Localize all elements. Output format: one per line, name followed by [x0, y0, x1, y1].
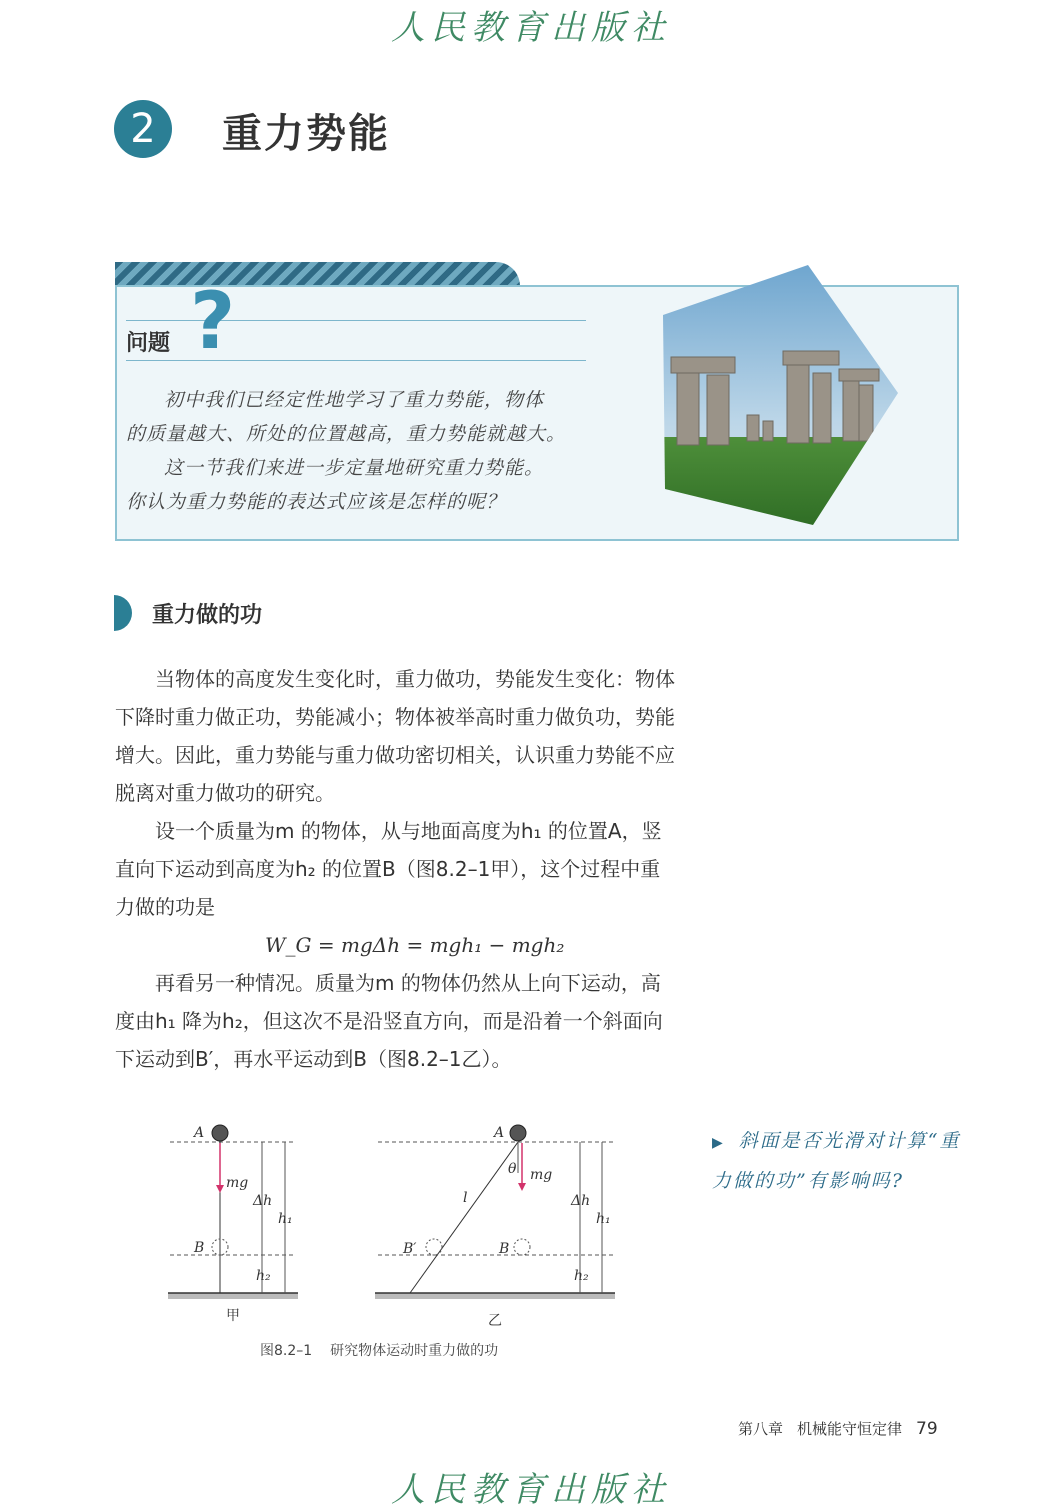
figure-caption: [260, 1340, 498, 1360]
paragraph: 设一个质量为m 的物体，从与地面高度为h₁ 的位置A，竖直向下运动到高度为h₂ 的位置B（图8.2–1甲），这个过程中重力做的功是: [115, 819, 662, 919]
page-number: 79: [916, 1419, 938, 1439]
label-h1: h₁: [278, 1211, 293, 1227]
label-l: l: [463, 1190, 468, 1206]
question-line: 的质量越大、所处的位置越高，重力势能就越大。: [126, 423, 567, 445]
publisher-logo-top: 人民教育出版社: [391, 8, 671, 48]
section-number-badge: 2: [114, 100, 172, 158]
label-h2: h₂: [574, 1268, 589, 1284]
section-title: 重力势能: [222, 111, 390, 157]
page-footer: [738, 1418, 938, 1439]
publisher-logo-bottom: 人民教育出版社: [391, 1470, 671, 1510]
figure-right: [375, 1125, 615, 1329]
stonehenge-photo: [663, 265, 903, 527]
sub-label-jia: 甲: [226, 1308, 240, 1324]
side-note: [712, 1122, 972, 1200]
subsection-marker: [114, 595, 132, 631]
paragraph: 当物体的高度发生变化时，重力做功，势能发生变化：物体下降时重力做正功，势能减小；物体被举高时重力做负功，势能增大。因此，重力势能与重力做功密切相关，认识重力势能不应脱离对重力做功的研究。: [115, 667, 675, 805]
figure-caption-text: 研究物体运动时重力做的功: [330, 1343, 499, 1359]
label-h2: h₂: [256, 1268, 271, 1284]
figure-left: [168, 1125, 298, 1324]
footer-chapter: 第八章: [738, 1420, 784, 1438]
body-text: [115, 660, 675, 1078]
question-box-band: [115, 262, 520, 286]
footer-chapter-title: 机械能守恒定律: [797, 1420, 903, 1438]
figure-caption-number: 图8.2–1: [260, 1343, 313, 1359]
question-mark-icon: ?: [190, 277, 236, 367]
question-line: 你认为重力势能的表达式应该是怎样的呢？: [126, 491, 507, 513]
label-A: A: [194, 1125, 205, 1141]
triangle-marker-icon: ▶: [712, 1135, 725, 1151]
label-B: B: [194, 1240, 205, 1256]
side-note-text: 斜面是否光滑对计算“重力做的功”有影响吗?: [712, 1130, 961, 1192]
label-A: A: [494, 1125, 505, 1141]
sub-label-yi: 乙: [488, 1313, 502, 1329]
paragraph: 再看另一种情况。质量为m 的物体仍然从上向下运动，高度由h₁ 降为h₂，但这次不是沿竖直方向，而是沿着一个斜面向下运动到B′，再水平运动到B（图8.2–1乙）。: [115, 971, 663, 1071]
work-formula: W_G = mgΔh = mgh₁ − mgh₂: [265, 933, 565, 957]
label-h1: h₁: [596, 1211, 611, 1227]
subsection-title: 重力做的功: [152, 603, 263, 628]
label-theta: θ: [508, 1161, 517, 1177]
figure-8-2-1: [160, 1115, 630, 1340]
label-B: B: [499, 1241, 510, 1257]
label-dh: Δh: [253, 1193, 273, 1209]
question-text: [126, 383, 591, 519]
question-line: 这一节我们来进一步定量地研究重力势能。: [164, 457, 545, 479]
label-dh: Δh: [571, 1193, 591, 1209]
question-line: 初中我们已经定性地学习了重力势能，物体: [164, 389, 545, 411]
label-mg: mg: [530, 1167, 553, 1183]
question-label: 问题: [126, 331, 171, 356]
label-Bprime: B′: [403, 1241, 417, 1257]
label-mg: mg: [226, 1175, 249, 1191]
